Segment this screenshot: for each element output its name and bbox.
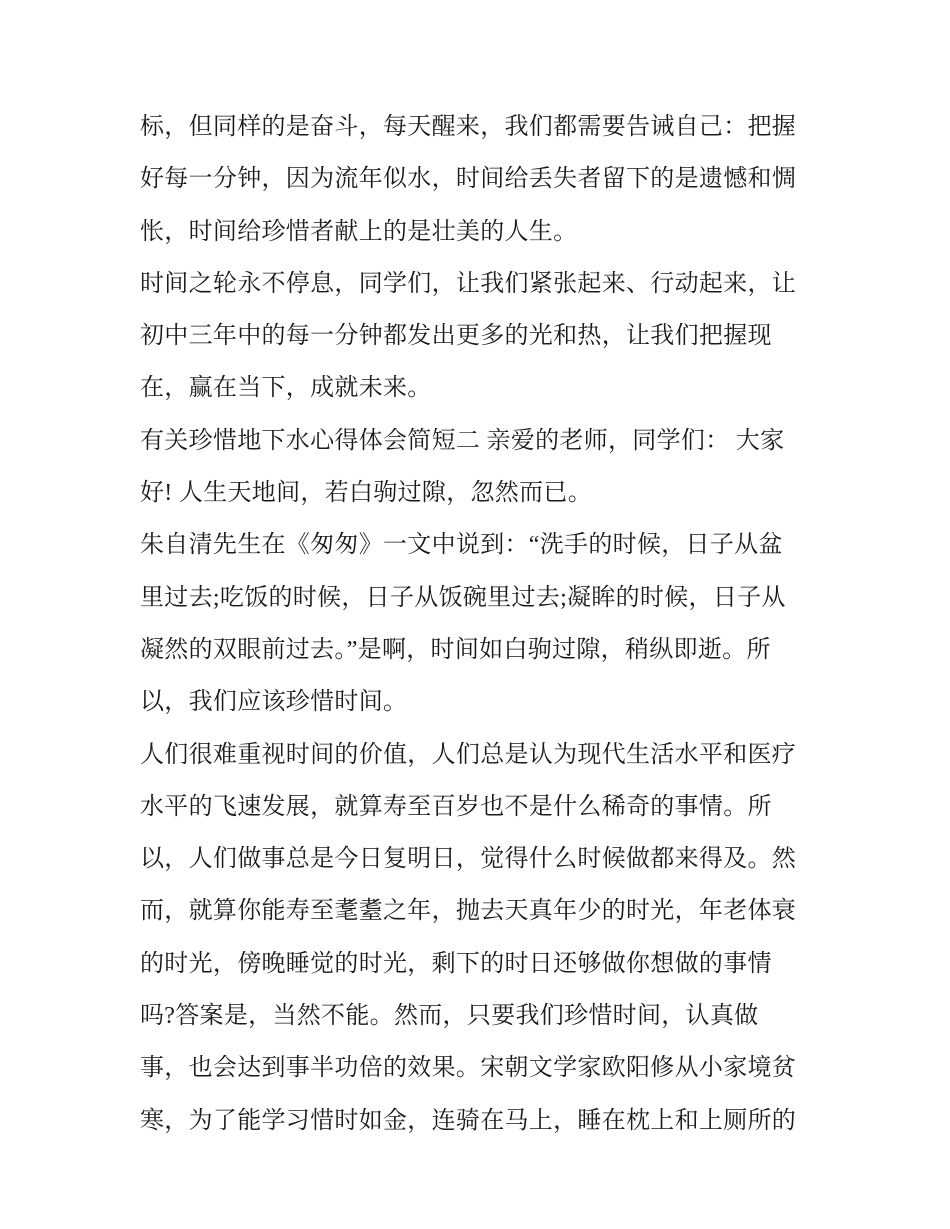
text-line: 寒，为了能学习惜时如金，连骑在马上，睡在枕上和上厕所的	[140, 1107, 797, 1134]
text-line: 以，人们做事总是今日复明日，觉得什么时候做都来得及。然	[140, 846, 797, 873]
text-line: 怅，时间给珍惜者献上的是壮美的人生。	[140, 218, 578, 245]
text-line: 事，也会达到事半功倍的效果。宋朝文学家欧阳修从小家境贫	[140, 1055, 797, 1082]
text-line: 里过去;吃饭的时候，日子从饭碗里过去;凝眸的时候，日子从	[140, 584, 786, 611]
text-line: 标，但同样的是奋斗，每天醒来，我们都需要告诫自己：把握	[140, 114, 797, 140]
text-line: 好! 人生天地间，若白驹过隙，忽然而已。	[140, 480, 592, 507]
text-line: 时间之轮永不停息，同学们，让我们紧张起来、行动起来，让	[140, 270, 797, 297]
text-line: 初中三年中的每一分钟都发出更多的光和热，让我们把握现	[140, 323, 772, 350]
text-line: 凝然的双眼前过去。”是啊，时间如白驹过隙，稍纵即逝。所	[140, 636, 771, 663]
text-line: 在，赢在当下，成就未来。	[140, 375, 432, 402]
text-line: 有关珍惜地下水心得体会简短二 亲爱的老师，同学们： 大家	[140, 427, 785, 454]
text-line: 的时光，傍晚睡觉的时光，剩下的时日还够做你想做的事情	[140, 950, 772, 977]
text-line: 以，我们应该珍惜时间。	[140, 689, 408, 716]
text-line: 水平的飞速发展，就算寿至百岁也不是什么稀奇的事情。所	[140, 793, 772, 820]
text-line: 吗?答案是，当然不能。然而，只要我们珍惜时间，认真做	[140, 1003, 759, 1030]
document-body	[140, 104, 816, 1150]
text-line: 朱自清先生在《匆匆》一文中说到：“洗手的时候，日子从盆	[140, 532, 783, 559]
text-line: 而，就算你能寿至耄耋之年，抛去天真年少的时光，年老体衰	[140, 898, 797, 925]
text-line: 人们很难重视时间的价值，人们总是认为现代生活水平和医疗	[140, 741, 797, 768]
text-line: 好每一分钟，因为流年似水，时间给丢失者留下的是遗憾和惆	[140, 166, 797, 193]
